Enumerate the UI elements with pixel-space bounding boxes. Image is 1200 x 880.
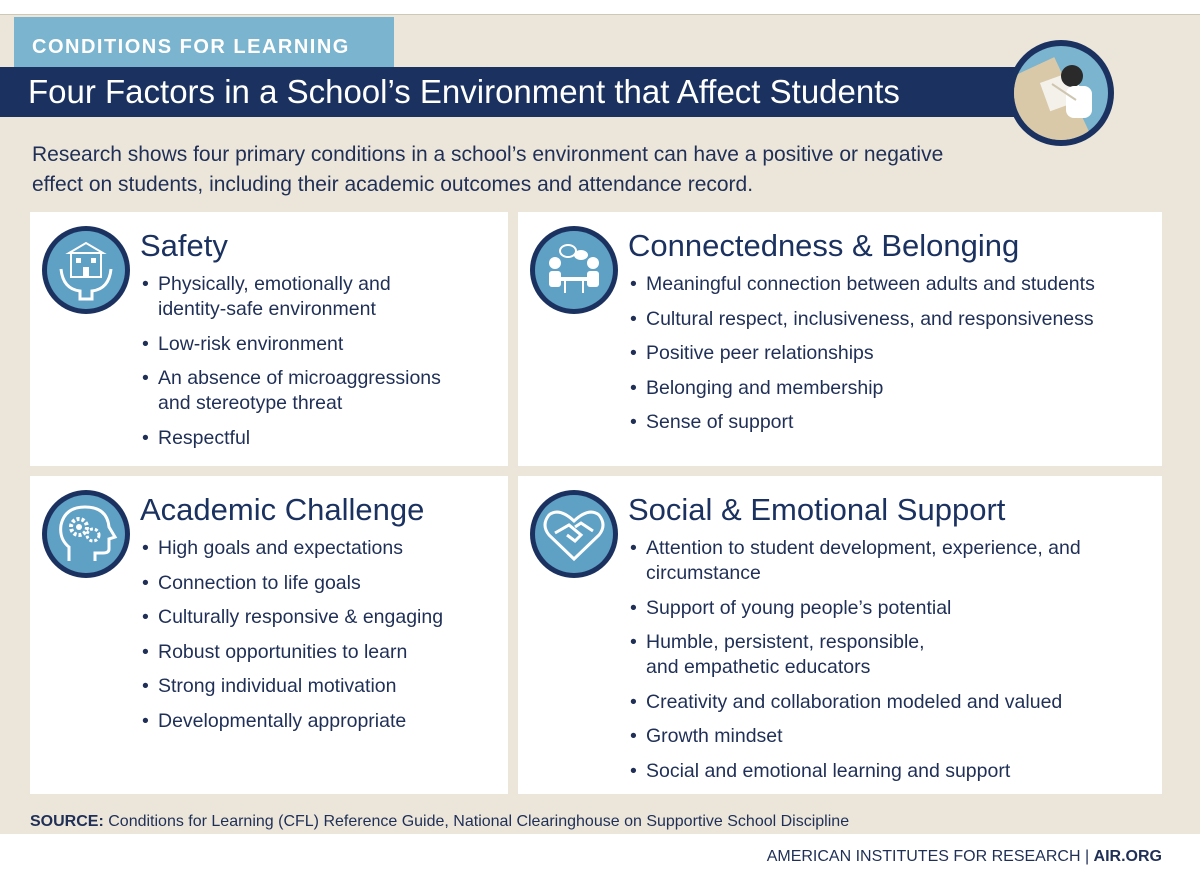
source-label: SOURCE: [30,813,104,830]
list-item: • Developmentally appropriate [140,709,443,734]
card-list [628,272,1095,445]
list-item: • Connection to life goals [140,571,443,596]
list-item: • Growth mindset [628,724,1098,749]
school-in-hands-icon [42,226,130,314]
list-item: • Humble, persistent, responsible, and empathetic educators [628,630,958,680]
head-gears-icon [42,490,130,578]
card-title: Social & Emotional Support [628,492,1006,527]
card-list [628,536,1098,793]
footer-site-link[interactable]: AIR.ORG [1093,848,1162,865]
card-list [140,272,470,460]
card-title: Connectedness & Belonging [628,228,1020,263]
list-item: • Cultural respect, inclusiveness, and responsiveness [628,307,1095,332]
card-safety [30,212,508,466]
list-item: • Belonging and membership [628,376,1095,401]
list-item: • Social and emotional learning and support [628,759,1098,784]
list-item: • Positive peer relationships [628,341,1095,366]
card-list [140,536,443,743]
card-title: Academic Challenge [140,492,425,527]
card-social-emotional-support [518,476,1162,794]
list-item: • Sense of support [628,410,1095,435]
list-item: • Creativity and collaboration modeled and valued [628,690,1098,715]
list-item: • Respectful [140,426,470,451]
card-title: Safety [140,228,228,263]
student-illustration-badge [1008,40,1114,146]
people-at-table-icon [530,226,618,314]
list-item: • Low-risk environment [140,332,470,357]
list-item: • Physically, emotionally and identity-safe environment [140,272,440,322]
list-item: • An absence of microaggressions and stereotype threat [140,366,470,416]
section-tag: CONDITIONS FOR LEARNING [14,17,394,67]
footer-credit [767,848,1162,866]
student-reading-icon [1014,46,1108,140]
intro-text: Research shows four primary conditions in a school’s environment can have a positive or negative effect on students, including their academic outcomes and attendance record. [32,143,944,196]
list-item: • Culturally responsive & engaging [140,605,443,630]
list-item: • Meaningful connection between adults and students [628,272,1095,297]
card-connectedness-belonging [518,212,1162,466]
list-item: • Support of young people’s potential [628,596,1098,621]
card-academic-challenge [30,476,508,794]
list-item: • Attention to student development, experience, and circumstance [628,536,1098,586]
list-item: • High goals and expectations [140,536,443,561]
list-item: • Robust opportunities to learn [140,640,443,665]
page-title: Four Factors in a School’s Environment that Affect Students [28,73,900,110]
list-item: • Strong individual motivation [140,674,443,699]
source-citation [30,813,849,831]
source-text: Conditions for Learning (CFL) Reference Guide, National Clearinghouse on Supportive School Discipline [108,813,850,830]
handshake-heart-icon [530,490,618,578]
footer-org: AMERICAN INSTITUTES FOR RESEARCH | [766,848,1090,865]
